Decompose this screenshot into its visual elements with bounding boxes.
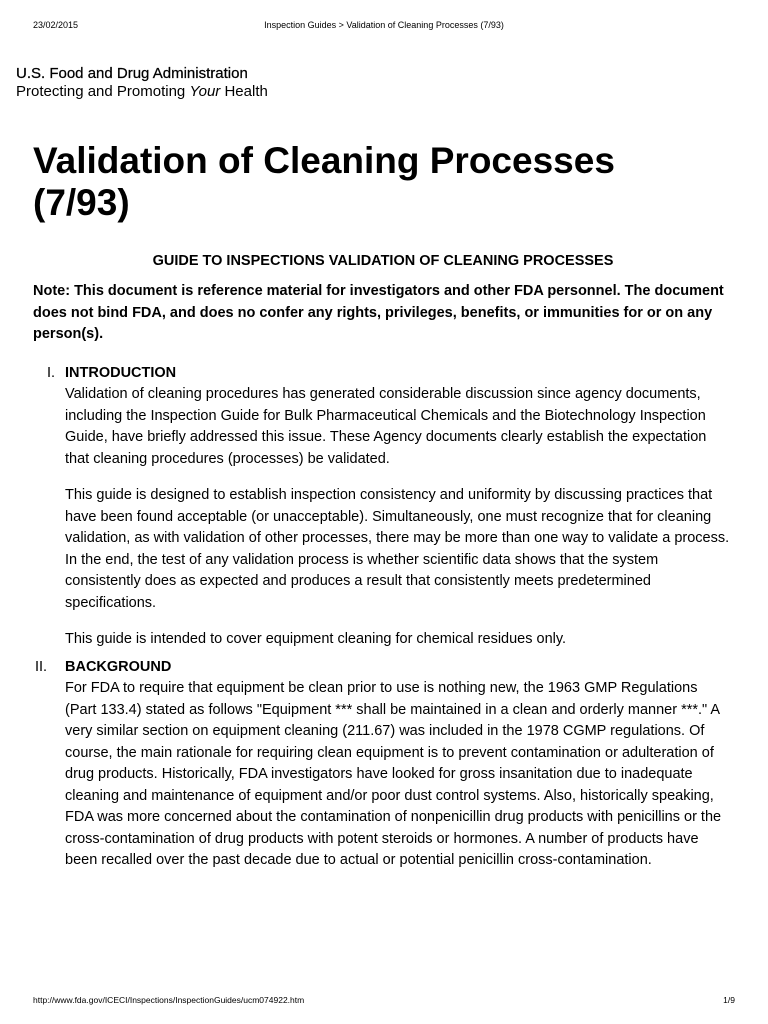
section-title: INTRODUCTION (65, 364, 177, 381)
tagline-after: Health (220, 83, 268, 100)
page-url: http://www.fda.gov/ICECI/Inspections/InspectionGuides/ucm074922.htm (33, 995, 305, 1005)
page-number: 1/9 (723, 995, 735, 1005)
section-paragraph: Validation of cleaning procedures has generated considerable discussion since agency documents, including the Inspection Guide for Bulk Pharmaceutical Chemicals and the Biotechnology Inspection Guide, have briefly addressed this issue. These Agency documents clearly establish the expectation that cleaning procedures (processes) be validated. (65, 386, 707, 467)
section-paragraph: This guide is designed to establish inspection consistency and uniformity by discussing practices that have been found acceptable (or unacceptable). Simultaneously, one must recognize that for cleaning validation, as with validation of other processes, there may be more than one way to validate a process. In the end, the test of any validation process is whether scientific data shows that the system consistently does as expected and produces a result that consistently meets predetermined specifications. (65, 487, 730, 611)
document-content (33, 140, 733, 878)
guide-heading: GUIDE TO INSPECTIONS VALIDATION OF CLEANING PROCESSES (152, 253, 614, 269)
tagline (16, 83, 268, 101)
tagline-before: Protecting and Promoting (16, 83, 190, 100)
site-header (16, 65, 268, 101)
section-introduction (33, 363, 733, 651)
tagline-emphasis: Your (189, 83, 221, 100)
section-list (33, 363, 733, 872)
disclaimer-note: Note: This document is reference material for investigators and other FDA personnel. The document does not bind FDA, and does no confer any rights, privileges, benefits, or immunities for or on any person(s). (33, 283, 724, 342)
print-footer (33, 993, 735, 1007)
section-number: II. (35, 658, 48, 675)
print-page-title: Inspection Guides > Validation of Cleaning Processes (7/93) (264, 20, 504, 30)
agency-name: U.S. Food and Drug Administration (16, 65, 248, 82)
section-number: I. (47, 364, 56, 381)
section-background (33, 657, 733, 872)
print-header (33, 18, 735, 32)
section-paragraph: For FDA to require that equipment be clean prior to use is nothing new, the 1963 GMP Regulations (Part 133.4) stated as follows "Equipment *** shall be maintained in a clean and orderly manner ***." A very similar section on equipment cleaning (211.67) was included in the 1978 CGMP regulations. Of course, the main rationale for requiring clean equipment is to prevent contamination or adulteration of drug products. Historically, FDA investigators have looked for gross insanitation due to inadequate cleaning and maintenance of equipment and/or poor dust control systems. Also, historically speaking, FDA was more concerned about the contamination of nonpenicillin drug products with penicillins or the cross-contamination of drug products with potent steroids or hormones. A number of products have been recalled over the past decade due to actual or potential penicillin cross-contamination. (65, 680, 722, 868)
document-title: Validation of Cleaning Processes (7/93) (33, 140, 615, 223)
section-title: BACKGROUND (65, 658, 172, 675)
print-date: 23/02/2015 (33, 20, 79, 30)
section-paragraph: This guide is intended to cover equipment cleaning for chemical residues only. (65, 631, 567, 647)
